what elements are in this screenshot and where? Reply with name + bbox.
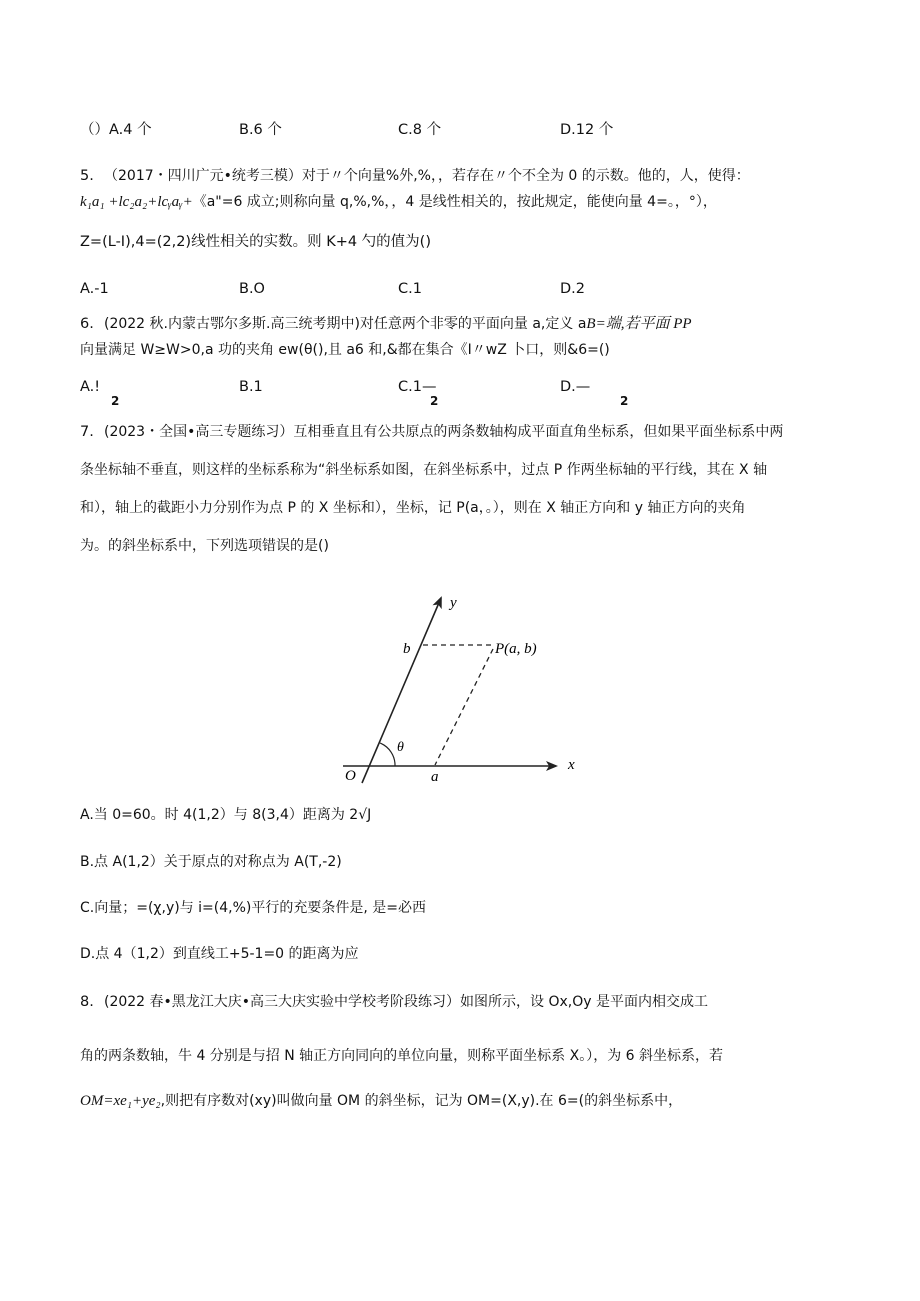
a-label: a: [431, 769, 439, 785]
x-axis-label: x: [568, 757, 575, 773]
y-axis: [362, 598, 441, 783]
q5-line-2-text: 《a"=6 成立;则称向量 q,%,%，，4 是线性相关的，按此规定，能使向量 4=。，°），: [192, 194, 717, 210]
q5-number: 5.: [80, 168, 94, 184]
q7-number: 7.: [80, 424, 94, 440]
q4-options: [80, 121, 840, 139]
q4-option-a: [80, 121, 152, 139]
q4-option-c: C.8 个: [398, 122, 442, 138]
q4-option-a-text: A.4 个: [109, 122, 152, 138]
q6-option-b: B.1: [239, 379, 263, 395]
b-label: b: [403, 641, 411, 657]
q6-line-2: 向量满足 W≥W>0,a 功的夹角 ew(θ(),且 a6 和,&都在集合《I〃wZ 卜口，则&6=(): [80, 342, 610, 358]
q4-prefix: （）: [80, 122, 109, 138]
q5-formula: k₁a₁ +lc₂a₂+lcᵧaᵧ+: [80, 194, 193, 210]
q7-option-b: B.点 A(1,2）关于原点的对称点为 A(T,-2): [80, 854, 342, 870]
q7-option-a: A.当 0=60。时 4(1,2）与 8(3,4）距离为 2√J: [80, 807, 372, 823]
q6-option-d-sub: 2: [620, 394, 629, 408]
q5-line-2: [80, 193, 717, 211]
q6-line-1-formula: B=端,若平面 PP: [586, 316, 692, 332]
q5-option-a: A.-1: [80, 281, 109, 297]
q8-line-3-text: ,则把有序数对(xy)叫做向量 OM 的斜坐标，记为 OM=(X,y).在 6=(的斜坐标系中，: [160, 1093, 683, 1109]
q6-number: 6.: [80, 316, 94, 332]
q7-option-d: D.点 4（1,2）到直线工+5-1=0 的距离为应: [80, 946, 359, 962]
q7-line-2: 条坐标轴不垂直，则这样的坐标系称为“斜坐标系如图，在斜坐标系中，过点 P 作两坐标轴的平行线，其在 X 轴: [80, 462, 768, 478]
origin-label: O: [345, 768, 356, 784]
dashed-slanted: [435, 649, 493, 765]
q5-option-c: C.1: [398, 281, 422, 297]
q6-line-1-text: (2022 秋.内蒙古鄂尔多斯.高三统考期中)对任意两个非零的平面向量 a,定义 a: [104, 316, 587, 332]
q5-option-d: D.2: [560, 281, 585, 297]
theta-arc: [380, 743, 395, 766]
q8-formula: OM=xe₁+ye₂: [80, 1093, 161, 1109]
q8-line-1: (2022 春•黑龙江大庆•高三大庆实验中学校考阶段练习）如图所示，设 Ox,Oy 是平面内相交成工: [104, 994, 709, 1010]
q8-line-2: 角的两条数轴，牛 4 分别是与招 N 轴正方向同向的单位向量，则称平面坐标系 X。），为 6 斜坐标系，若: [80, 1048, 724, 1064]
q7-line-4: 为。的斜坐标系中，下列选项错误的是(): [80, 538, 329, 554]
q5-line-1: （2017・四川广元•统考三模）对于〃个向量%外,%，，若存在〃个不全为 0 的示数。他的，人，使得：: [104, 168, 750, 184]
q7-option-c: C.向量；=(χ,y)与 i=(4,%)平行的充要条件是, 是=必西: [80, 900, 426, 916]
q6-options: [80, 378, 840, 418]
q7-line-3: 和），轴上的截距小力分别作为点 P 的 X 坐标和），坐标，记 P(a，。），则在 X 轴正方向和 y 轴正方向的夹角: [80, 500, 746, 516]
q8-number: 8.: [80, 994, 94, 1010]
q6-option-a-sub: 2: [111, 394, 120, 408]
q7-line-1: (2023・全国•高三专题练习）互相垂直且有公共原点的两条数轴构成平面直角坐标系，但如果平面坐标系中两: [104, 424, 784, 440]
point-p-label: P(a, b): [495, 641, 537, 657]
q6-option-c-sub: 2: [430, 394, 439, 408]
theta-label: θ: [397, 740, 404, 755]
q5-line-3: Z=(L-I),4=(2,2)线性相关的实数。则 K+4 勺的值为(): [80, 234, 432, 250]
q4-option-b: B.6 个: [239, 122, 282, 138]
q6-option-c: C.1—: [398, 379, 437, 395]
q6-option-a: A.!: [80, 379, 101, 395]
q5-option-b: B.O: [239, 281, 265, 297]
y-axis-label: y: [450, 595, 457, 611]
q5-options: [80, 280, 840, 298]
q8-line-3: [80, 1092, 682, 1110]
q6-option-d: D.—: [560, 379, 591, 395]
q4-option-d: D.12 个: [560, 122, 614, 138]
oblique-coordinate-figure: [310, 585, 600, 795]
q6-line-1: [104, 315, 692, 333]
